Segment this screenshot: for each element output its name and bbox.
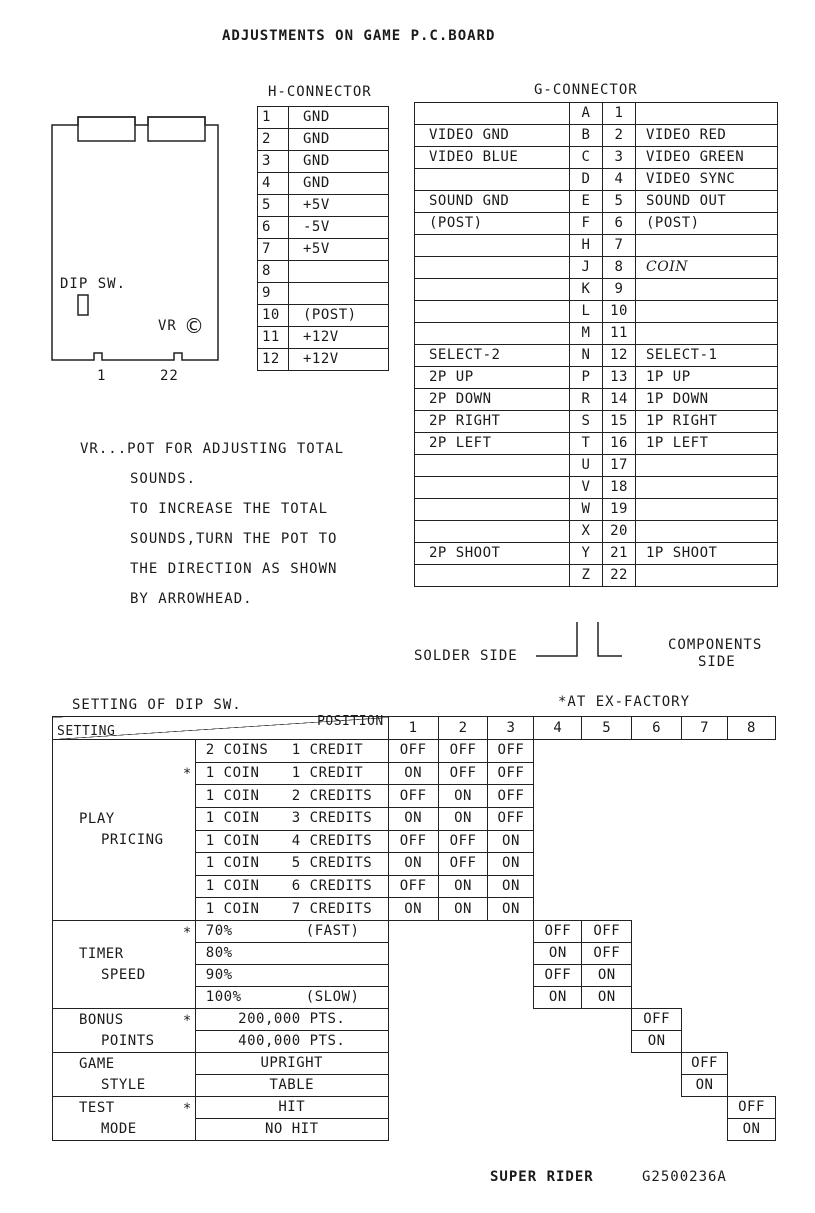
h-pin-signal: (POST) <box>289 305 389 327</box>
switch-value: OFF <box>534 921 582 943</box>
g-pin-letter: S <box>570 411 603 433</box>
credits-text: 2 CREDITS <box>291 787 373 804</box>
resistor-2 <box>148 117 205 141</box>
g-solder-signal <box>415 565 570 587</box>
dip-switch-shape <box>78 295 88 315</box>
timer-setting <box>195 987 388 1009</box>
g-connector-row <box>415 191 778 213</box>
g-pin-letter: V <box>570 477 603 499</box>
g-pin-letter: X <box>570 521 603 543</box>
g-component-signal: 1P DOWN <box>636 389 778 411</box>
position-header: 5 <box>582 717 632 740</box>
g-connector-row <box>415 499 778 521</box>
pricing-setting <box>195 853 388 876</box>
empty-area <box>534 740 776 921</box>
g-pin-letter: R <box>570 389 603 411</box>
h-pin-number: 5 <box>258 195 289 217</box>
g-solder-signal: 2P LEFT <box>415 433 570 455</box>
g-connector-row <box>415 543 778 565</box>
h-pin-signal: GND <box>289 129 389 151</box>
timer-setting <box>195 921 388 943</box>
switch-value: OFF <box>438 740 488 763</box>
factory-default-star: * <box>182 766 192 782</box>
pricing-setting <box>195 807 388 830</box>
test-setting: NO HIT <box>195 1119 388 1141</box>
g-solder-signal <box>415 455 570 477</box>
g-connector-row <box>415 257 778 279</box>
g-component-signal <box>636 323 778 345</box>
bonus_points-label <box>53 1009 196 1053</box>
g-connector-row <box>415 565 778 587</box>
g-solder-signal <box>415 477 570 499</box>
switch-value: OFF <box>388 830 438 853</box>
pricing-setting <box>195 740 388 763</box>
coins-text: 1 COIN <box>205 855 260 872</box>
g-solder-signal <box>415 301 570 323</box>
g-pin-number: 19 <box>603 499 636 521</box>
switch-value: ON <box>488 898 534 921</box>
switch-value: ON <box>534 987 582 1009</box>
timer-percent: 100% <box>205 989 242 1005</box>
h-connector-row <box>258 349 389 371</box>
bonus-points-row <box>53 1009 776 1031</box>
h-connector-row <box>258 283 389 305</box>
header-position: POSITION <box>317 714 384 729</box>
g-component-signal: 1P SHOOT <box>636 543 778 565</box>
position-header: 6 <box>632 717 682 740</box>
g-pin-letter: Z <box>570 565 603 587</box>
empty-area <box>728 1053 776 1097</box>
g-pin-number: 14 <box>603 389 636 411</box>
bonus-setting: 400,000 PTS. <box>195 1031 388 1053</box>
switch-value: ON <box>728 1119 776 1141</box>
switch-value: OFF <box>488 740 534 763</box>
g-component-signal: 1P LEFT <box>636 433 778 455</box>
header-setting: SETTING <box>57 724 116 739</box>
switch-value: ON <box>388 807 438 830</box>
pricing-setting <box>195 762 388 785</box>
g-connector-row <box>415 389 778 411</box>
g-pin-number: 20 <box>603 521 636 543</box>
g-pin-letter: D <box>570 169 603 191</box>
g-pin-number: 7 <box>603 235 636 257</box>
g-pin-number: 6 <box>603 213 636 235</box>
g-component-signal <box>636 499 778 521</box>
timer-percent: 90% <box>205 967 233 983</box>
factory-default-star: * <box>182 925 192 941</box>
timer_speed-label <box>53 921 196 1009</box>
switch-value: ON <box>488 875 534 898</box>
h-connector-row <box>258 327 389 349</box>
factory-note: *AT EX-FACTORY <box>558 694 691 710</box>
g-component-signal <box>636 455 778 477</box>
g-connector-row <box>415 125 778 147</box>
empty-area <box>388 921 534 1009</box>
g-solder-signal: 2P SHOOT <box>415 543 570 565</box>
g-pin-number: 3 <box>603 147 636 169</box>
g-pin-number: 9 <box>603 279 636 301</box>
switch-value: OFF <box>438 762 488 785</box>
timer_speed-label-1: TIMER <box>79 945 124 962</box>
play_pricing-label-2: PRICING <box>101 832 164 848</box>
g-component-signal: SOUND OUT <box>636 191 778 213</box>
timer-percent: 70% <box>205 923 233 939</box>
h-pin-signal: -5V <box>289 217 389 239</box>
footer-title: SUPER RIDER <box>490 1169 594 1185</box>
g-connector-title: G-CONNECTOR <box>534 82 638 98</box>
g-pin-number: 11 <box>603 323 636 345</box>
switch-value: OFF <box>632 1009 682 1031</box>
h-pin-number: 6 <box>258 217 289 239</box>
g-solder-signal: 2P RIGHT <box>415 411 570 433</box>
dip-title: SETTING OF DIP SW. <box>72 697 242 713</box>
credits-text: 1 CREDIT <box>291 764 364 781</box>
g-solder-signal: 2P DOWN <box>415 389 570 411</box>
test-setting: HIT <box>195 1097 388 1119</box>
switch-value: ON <box>438 807 488 830</box>
h-pin-number: 9 <box>258 283 289 305</box>
g-component-signal <box>636 235 778 257</box>
bonus-setting: 200,000 PTS. <box>195 1009 388 1031</box>
timer-setting <box>195 965 388 987</box>
switch-value: OFF <box>488 762 534 785</box>
play_pricing-label-1: PLAY <box>79 811 115 827</box>
g-pin-letter: T <box>570 433 603 455</box>
empty-area <box>682 1009 776 1053</box>
bonus_points-label-1: BONUS <box>79 1011 124 1028</box>
position-header: 8 <box>728 717 776 740</box>
setting-position-header <box>53 714 389 740</box>
coins-text: 1 COIN <box>205 764 260 781</box>
g-solder-signal <box>415 499 570 521</box>
h-pin-number: 8 <box>258 261 289 283</box>
g-connector-table <box>414 102 778 587</box>
h-connector-title: H-CONNECTOR <box>268 84 372 100</box>
g-connector-row <box>415 433 778 455</box>
g-pin-number: 12 <box>603 345 636 367</box>
empty-area <box>388 1009 632 1053</box>
position-header: 2 <box>438 717 488 740</box>
h-connector-row <box>258 129 389 151</box>
play_pricing-label <box>53 740 196 921</box>
factory-default-star: * <box>182 1013 192 1029</box>
g-solder-signal <box>415 521 570 543</box>
game_style-label-2: STYLE <box>101 1076 146 1093</box>
pin-22-label: 22 <box>160 368 179 384</box>
g-solder-signal <box>415 103 570 125</box>
switch-value: ON <box>438 785 488 808</box>
g-pin-letter: H <box>570 235 603 257</box>
g-solder-signal: (POST) <box>415 213 570 235</box>
h-connector-row <box>258 239 389 261</box>
timer-note: (FAST) <box>305 923 360 939</box>
g-pin-letter: M <box>570 323 603 345</box>
credits-text: 7 CREDITS <box>291 900 373 917</box>
vr-note-line-6: BY ARROWHEAD. <box>130 591 253 607</box>
g-connector-row <box>415 521 778 543</box>
g-pin-number: 21 <box>603 543 636 565</box>
switch-value: OFF <box>488 807 534 830</box>
coins-text: 1 COIN <box>205 787 260 804</box>
switch-value: OFF <box>388 875 438 898</box>
credits-text: 3 CREDITS <box>291 810 373 827</box>
h-pin-number: 1 <box>258 107 289 129</box>
h-pin-number: 2 <box>258 129 289 151</box>
h-pin-signal: +5V <box>289 195 389 217</box>
g-connector-row <box>415 235 778 257</box>
timer-note: (SLOW) <box>305 989 360 1005</box>
h-pin-signal <box>289 283 389 305</box>
g-pin-number: 15 <box>603 411 636 433</box>
pricing-setting <box>195 898 388 921</box>
test-mode-row <box>53 1097 776 1119</box>
g-component-signal <box>636 565 778 587</box>
h-connector-table <box>257 106 389 371</box>
g-component-signal <box>636 103 778 125</box>
side-callout-lines <box>530 620 630 665</box>
switch-value: OFF <box>582 921 632 943</box>
vr-note-line-4: SOUNDS,TURN THE POT TO <box>130 531 338 547</box>
h-connector-row <box>258 173 389 195</box>
g-pin-letter: U <box>570 455 603 477</box>
test_mode-label-2: MODE <box>101 1120 137 1137</box>
game-style-row <box>53 1053 776 1075</box>
switch-value: OFF <box>488 785 534 808</box>
g-component-signal <box>636 301 778 323</box>
h-connector-row <box>258 195 389 217</box>
switch-value: OFF <box>438 853 488 876</box>
g-pin-letter: L <box>570 301 603 323</box>
switch-value: ON <box>388 762 438 785</box>
coins-text: 1 COIN <box>205 900 260 917</box>
g-pin-number: 1 <box>603 103 636 125</box>
g-component-signal: VIDEO GREEN <box>636 147 778 169</box>
page-title: ADJUSTMENTS ON GAME P.C.BOARD <box>222 28 496 44</box>
g-component-signal <box>636 279 778 301</box>
test_mode-label-1: TEST <box>79 1099 115 1116</box>
switch-value: ON <box>388 898 438 921</box>
switch-value: OFF <box>728 1097 776 1119</box>
g-pin-number: 17 <box>603 455 636 477</box>
g-connector-row <box>415 301 778 323</box>
g-pin-letter: W <box>570 499 603 521</box>
play-pricing-row <box>53 740 776 763</box>
dip-setting-table <box>52 716 776 1141</box>
switch-value: ON <box>682 1075 728 1097</box>
pin-1-label: 1 <box>97 368 107 384</box>
g-pin-number: 10 <box>603 301 636 323</box>
empty-area <box>632 921 776 1009</box>
g-pin-letter: P <box>570 367 603 389</box>
g-connector-row <box>415 147 778 169</box>
game_style-label <box>53 1053 196 1097</box>
switch-value: ON <box>632 1031 682 1053</box>
vr-label: VR <box>158 318 177 334</box>
g-pin-number: 22 <box>603 565 636 587</box>
h-connector-row <box>258 305 389 327</box>
style-setting: TABLE <box>195 1075 388 1097</box>
g-connector-row <box>415 279 778 301</box>
g-component-signal <box>636 477 778 499</box>
g-component-signal: VIDEO RED <box>636 125 778 147</box>
h-pin-number: 7 <box>258 239 289 261</box>
empty-area <box>388 1053 681 1097</box>
position-header: 3 <box>488 717 534 740</box>
credits-text: 4 CREDITS <box>291 832 373 849</box>
h-connector-row <box>258 151 389 173</box>
h-pin-signal: GND <box>289 151 389 173</box>
coins-text: 1 COIN <box>205 832 260 849</box>
timer-speed-row <box>53 921 776 943</box>
g-connector-row <box>415 367 778 389</box>
h-pin-number: 12 <box>258 349 289 371</box>
h-pin-signal: GND <box>289 107 389 129</box>
switch-value: ON <box>388 853 438 876</box>
credits-text: 6 CREDITS <box>291 878 373 895</box>
timer-setting <box>195 943 388 965</box>
g-component-signal: SELECT-1 <box>636 345 778 367</box>
credits-text: 1 CREDIT <box>291 742 364 759</box>
h-pin-signal: +12V <box>289 349 389 371</box>
h-pin-number: 3 <box>258 151 289 173</box>
g-connector-row <box>415 455 778 477</box>
coins-text: 2 COINS <box>205 742 269 759</box>
vr-note-line-2: SOUNDS. <box>130 471 197 487</box>
vr-note-line-5: THE DIRECTION AS SHOWN <box>130 561 338 577</box>
g-pin-number: 13 <box>603 367 636 389</box>
vr-pot-icon: © <box>184 314 204 338</box>
g-pin-number: 8 <box>603 257 636 279</box>
h-pin-signal <box>289 261 389 283</box>
g-pin-letter: A <box>570 103 603 125</box>
pricing-setting <box>195 875 388 898</box>
g-pin-letter: E <box>570 191 603 213</box>
switch-value: OFF <box>388 785 438 808</box>
coins-text: 1 COIN <box>205 878 260 895</box>
g-connector-row <box>415 345 778 367</box>
switch-value: ON <box>488 830 534 853</box>
g-solder-signal: VIDEO GND <box>415 125 570 147</box>
vr-note <box>80 434 344 614</box>
g-pin-letter: B <box>570 125 603 147</box>
switch-value: OFF <box>388 740 438 763</box>
g-connector-row <box>415 213 778 235</box>
g-pin-number: 2 <box>603 125 636 147</box>
style-setting: UPRIGHT <box>195 1053 388 1075</box>
switch-value: ON <box>438 898 488 921</box>
timer_speed-label-2: SPEED <box>101 966 146 983</box>
g-connector-row <box>415 477 778 499</box>
game_style-label-1: GAME <box>79 1055 115 1072</box>
pricing-setting <box>195 785 388 808</box>
g-pin-number: 16 <box>603 433 636 455</box>
g-connector-row <box>415 323 778 345</box>
switch-value: OFF <box>682 1053 728 1075</box>
h-connector-row <box>258 217 389 239</box>
dip-sw-label: DIP SW. <box>60 276 127 292</box>
resistor-1 <box>78 117 135 141</box>
pricing-setting <box>195 830 388 853</box>
empty-area <box>388 1097 727 1141</box>
g-pin-letter: K <box>570 279 603 301</box>
switch-value: OFF <box>582 943 632 965</box>
g-solder-signal <box>415 235 570 257</box>
pcb-board-diagram <box>40 105 250 390</box>
g-solder-signal <box>415 323 570 345</box>
g-solder-signal <box>415 279 570 301</box>
g-solder-signal <box>415 169 570 191</box>
bonus_points-label-2: POINTS <box>101 1032 155 1049</box>
g-pin-letter: J <box>570 257 603 279</box>
g-pin-letter: Y <box>570 543 603 565</box>
position-header: 7 <box>682 717 728 740</box>
credits-text: 5 CREDITS <box>291 855 373 872</box>
g-solder-signal: VIDEO BLUE <box>415 147 570 169</box>
g-connector-row <box>415 103 778 125</box>
vr-note-line-3: TO INCREASE THE TOTAL <box>130 501 329 517</box>
g-solder-signal: 2P UP <box>415 367 570 389</box>
h-connector-row <box>258 261 389 283</box>
switch-value: OFF <box>438 830 488 853</box>
g-pin-letter: C <box>570 147 603 169</box>
h-pin-signal: GND <box>289 173 389 195</box>
switch-value: OFF <box>534 965 582 987</box>
vr-note-line-1: VR...POT FOR ADJUSTING TOTAL <box>80 441 345 457</box>
h-pin-signal: +12V <box>289 327 389 349</box>
timer-percent: 80% <box>205 945 233 961</box>
h-pin-signal: +5V <box>289 239 389 261</box>
footer-code: G2500236A <box>642 1169 727 1185</box>
g-pin-number: 5 <box>603 191 636 213</box>
coins-text: 1 COIN <box>205 810 260 827</box>
g-pin-number: 18 <box>603 477 636 499</box>
g-component-signal: 1P UP <box>636 367 778 389</box>
solder-side-label: SOLDER SIDE <box>414 648 518 664</box>
h-pin-number: 4 <box>258 173 289 195</box>
g-solder-signal: SELECT-2 <box>415 345 570 367</box>
g-solder-signal <box>415 257 570 279</box>
test_mode-label <box>53 1097 196 1141</box>
g-component-signal: VIDEO SYNC <box>636 169 778 191</box>
g-connector-row <box>415 411 778 433</box>
position-header: 4 <box>534 717 582 740</box>
switch-value: ON <box>534 943 582 965</box>
switch-value: ON <box>582 965 632 987</box>
components-side-label-1: COMPONENTS <box>668 637 763 653</box>
g-component-signal: (POST) <box>636 213 778 235</box>
factory-default-star: * <box>182 1101 192 1117</box>
g-component-signal: 1P RIGHT <box>636 411 778 433</box>
g-component-signal <box>636 521 778 543</box>
g-connector-row <box>415 169 778 191</box>
switch-value: ON <box>438 875 488 898</box>
h-pin-number: 10 <box>258 305 289 327</box>
switch-value: ON <box>488 853 534 876</box>
g-pin-number: 4 <box>603 169 636 191</box>
dip-header-row <box>53 717 776 740</box>
h-pin-number: 11 <box>258 327 289 349</box>
h-connector-row <box>258 107 389 129</box>
switch-value: ON <box>582 987 632 1009</box>
g-solder-signal: SOUND GND <box>415 191 570 213</box>
g-component-signal: COIN <box>636 257 778 279</box>
position-header: 1 <box>388 717 438 740</box>
g-pin-letter: F <box>570 213 603 235</box>
components-side-label-2: SIDE <box>698 654 736 670</box>
g-pin-letter: N <box>570 345 603 367</box>
